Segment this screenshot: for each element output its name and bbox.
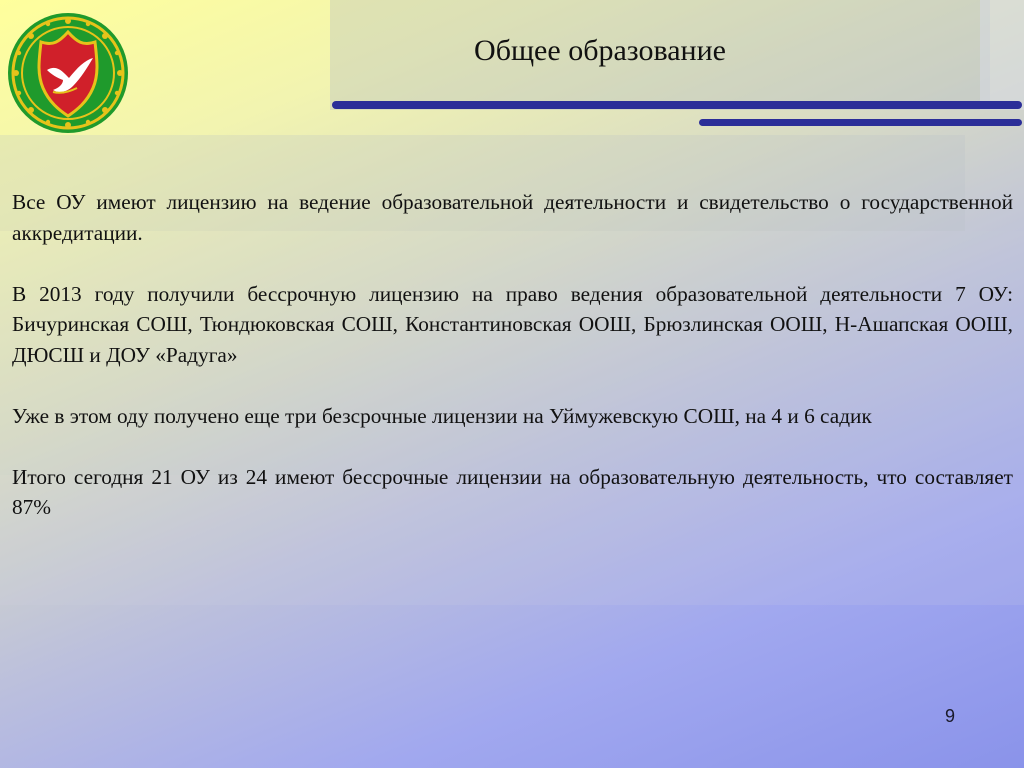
title-underline-rule-short bbox=[699, 119, 1022, 126]
paragraph: В 2013 году получили бессрочную лицензию на право ведения образовательной деятельности 7 ОУ: Бичуринская СОШ, Тюндюковская СОШ, Константиновская ООШ, Брюзлинская ООШ, Н-Ашапская ООШ, ДЮСШ и ДОУ «Радуга» bbox=[12, 281, 1013, 367]
title-underline-rule bbox=[332, 101, 1022, 109]
paragraph: Все ОУ имеют лицензию на ведение образовательной деятельности и свидетельство о государственной аккредитации. bbox=[12, 190, 1013, 245]
page-number: 9 bbox=[945, 706, 956, 726]
paragraph: Уже в этом оду получено еще три безсрочные лицензии на Уймужевскую СОШ, на 4 и 6 садик bbox=[12, 403, 872, 428]
coat-of-arms-icon bbox=[7, 12, 129, 134]
background-panel bbox=[980, 0, 1024, 110]
slide-body bbox=[12, 187, 1013, 553]
page-title: Общее образование bbox=[474, 34, 726, 67]
paragraph: Итого сегодня 21 ОУ из 24 имеют бессрочные лицензии на образовательную деятельность, что составляет 87% bbox=[12, 464, 1013, 519]
